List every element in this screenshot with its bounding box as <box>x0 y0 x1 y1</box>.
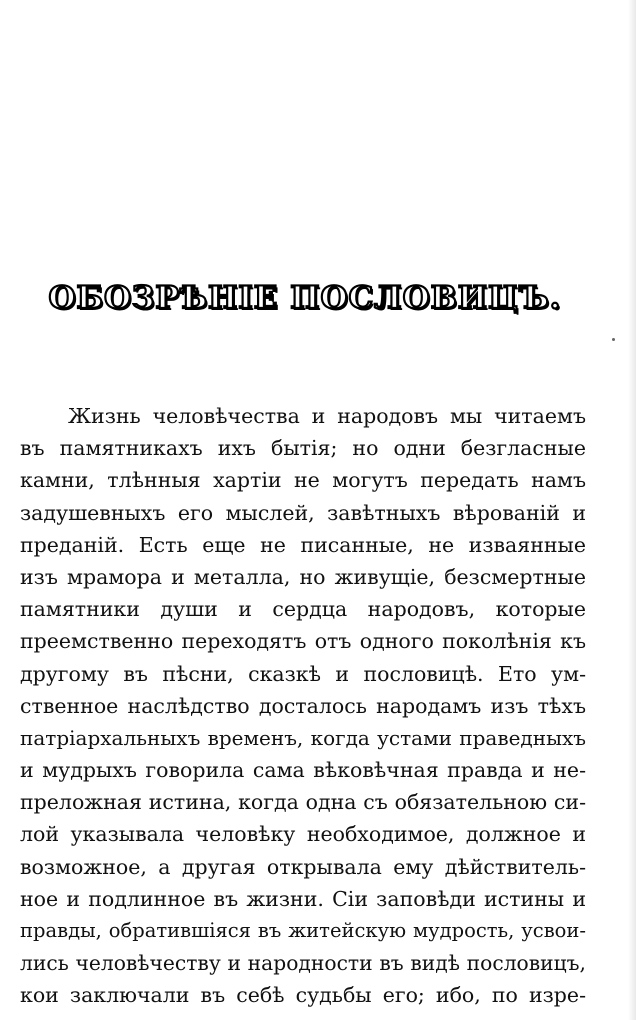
body-paragraph <box>20 400 586 1012</box>
text-line: преложная истина, когда одна съ обязательною си- <box>20 790 586 815</box>
text-line: Жизнь человѣчества и народовъ мы читаемъ <box>68 404 586 428</box>
text-line: въ памятникахъ ихъ бытія; но одни безгласные <box>20 436 586 461</box>
page-edge-shadow <box>628 0 636 1020</box>
text-line: ное и подлинное въ жизни. Сіи заповѣди истины и <box>20 886 586 911</box>
text-line: лись человѣчеству и народности въ видѣ пословицъ, <box>20 951 586 976</box>
text-line: ственное наслѣдство досталось народамъ изъ тѣхъ <box>20 693 586 718</box>
text-line: камни, тлѣнныя хартіи не могутъ передать намъ <box>20 468 586 493</box>
text-line: преданій. Есть еще не писанные, не изваянные <box>20 532 586 557</box>
text-line: задушевныхъ его мыслей, завѣтныхъ вѣрованій и <box>20 500 586 525</box>
text-line: памятники души и сердца народовъ, которые <box>20 597 586 622</box>
margin-speck <box>612 338 615 341</box>
text-line: лой указывала человѣку необходимое, должное и <box>20 822 586 847</box>
text-line: и мудрыхъ говорила сама вѣковѣчная правда и не- <box>20 758 586 783</box>
text-line: возможное, а другая открывала ему дѣйствитель- <box>20 854 586 879</box>
text-line: изъ мрамора и металла, но живущіе, безсмертные <box>20 564 586 589</box>
chapter-title: ОБОЗРѢНІЕ ПОСЛОВИЦЪ. <box>48 280 562 316</box>
text-line: кои заключали въ себѣ судьбы его; ибо, по изре- <box>20 983 586 1008</box>
text-line: патріархальныхъ временъ, когда устами праведныхъ <box>20 725 586 750</box>
text-line: правды, обратившіяся въ житейскую мудрость, усвои- <box>20 919 586 942</box>
text-line: другому въ пѣсни, сказкѣ и пословицѣ. Ето ум- <box>20 661 586 686</box>
text-line: преемственно переходятъ отъ одного поколѣнія къ <box>20 629 586 654</box>
